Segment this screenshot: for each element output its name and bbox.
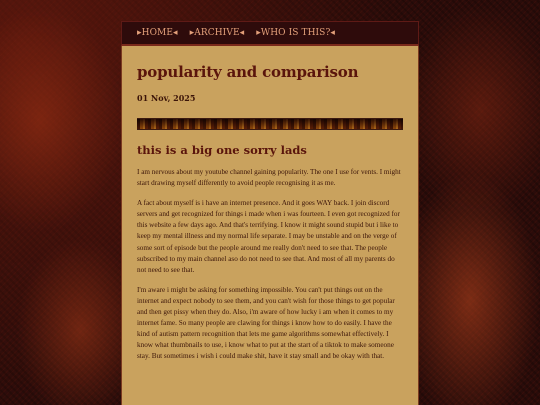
top-nav [121, 21, 419, 46]
post-paragraph: I'm aware i might be asking for something impossible. You can't put things out on the internet and expect nobody to see them, and you can't wish for those things to get popular and then get pissy when they do. Also, i'm aware of how lucky i am when it comes to my internet fame. So many people are clawing for things i know how to do easily. I have the kind of autism pattern recognition that lets me game algorithms somewhat effectively. I know what thumbnails to use, i know what to put at the start of a tiktok to make someone stay. But sometimes i wish i could make shit, have it stay small and be okay with that. [137, 285, 395, 361]
post-paragraph: A fact about myself is i have an internet presence. And it goes WAY back. I join discord servers and get recognized for things i made when i was fourteen. I even got recognized for this website a few days ago. And that's terrifying. I know it might sound stupid but i like to keep my mental illness and my normal life separate. I may be unstable and on the verge of some sort of episode but the people around me really don't need to see that. The people subscribed to my main channel aso do not need to see that. And most of all my parents do not need to see that. [137, 199, 400, 274]
post-title: popularity and comparison [137, 63, 359, 81]
page-container [121, 21, 419, 405]
post-date: 01 Nov, 2025 [137, 93, 196, 103]
post-heading: this is a big one sorry lads [137, 143, 307, 157]
nav-who-is-this-link[interactable]: ▸WHO IS THIS?◂ [256, 28, 335, 38]
post-content [121, 46, 419, 405]
nav-archive-link[interactable]: ▸ARCHIVE◂ [189, 28, 245, 38]
decorative-banner-image [137, 118, 403, 130]
post-paragraph: I am nervous about my youtube channel gaining popularity. The one I use for vents. I might start drawing myself differently to avoid people recognising it as me. [137, 168, 401, 188]
nav-home-link[interactable]: ▸HOME◂ [137, 28, 178, 38]
